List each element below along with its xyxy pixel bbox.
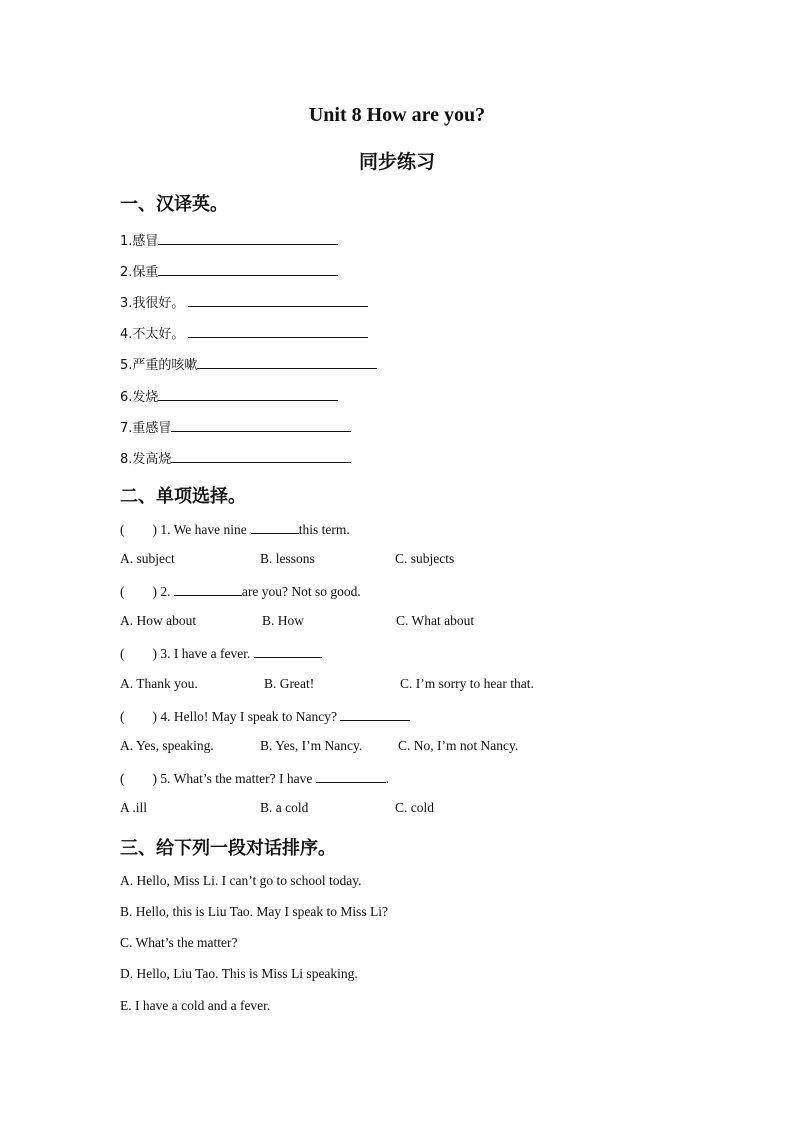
translation-item: 1.感冒 — [120, 230, 338, 249]
answer-blank[interactable] — [188, 293, 368, 307]
answer-blank[interactable] — [340, 707, 410, 721]
answer-blank[interactable] — [171, 418, 351, 432]
dialogue-line: A. Hello, Miss Li. I can’t go to school today. — [120, 873, 362, 888]
option-b[interactable]: B. lessons — [260, 551, 315, 566]
option-c[interactable]: C. No, I’m not Nancy. — [398, 738, 519, 753]
dialogue-line: D. Hello, Liu Tao. This is Miss Li speaking. — [120, 966, 358, 981]
dialogue-line: C. What’s the matter? — [120, 935, 238, 950]
page-subtitle: 同步练习 — [358, 151, 435, 173]
option-b[interactable]: B. a cold — [260, 800, 309, 815]
section-3-heading: 三、给下列一段对话排序。 — [120, 838, 336, 859]
option-a[interactable]: A. subject — [120, 551, 175, 566]
dialogue-line: B. Hello, this is Liu Tao. May I speak to Miss Li? — [120, 904, 389, 919]
option-a[interactable]: A. How about — [120, 613, 197, 628]
option-b[interactable]: B. Yes, I’m Nancy. — [260, 738, 363, 753]
answer-blank[interactable] — [188, 324, 368, 338]
answer-blank[interactable] — [158, 387, 338, 401]
option-c[interactable]: C. What about — [396, 613, 475, 628]
translation-item: 3.我很好。 — [120, 292, 368, 311]
answer-blank[interactable] — [251, 520, 299, 534]
option-b[interactable]: B. Great! — [264, 676, 315, 691]
answer-blank[interactable] — [254, 644, 322, 658]
question-2: ( ) 2. are you? Not so good. — [120, 584, 361, 599]
translation-item: 8.发高烧 — [120, 448, 351, 467]
answer-blank[interactable] — [316, 769, 386, 783]
translation-item: 7.重感冒 — [120, 417, 351, 436]
translation-item: 6.发烧 — [120, 386, 338, 405]
option-a[interactable]: A .ill — [120, 800, 148, 815]
option-a[interactable]: A. Thank you. — [120, 676, 198, 691]
option-c[interactable]: C. subjects — [395, 551, 455, 566]
answer-blank[interactable] — [171, 449, 351, 463]
translation-item: 4.不太好。 — [120, 323, 368, 342]
question-5: ( ) 5. What’s the matter? I have . — [120, 771, 390, 786]
section-2-heading: 二、单项选择。 — [120, 486, 246, 507]
answer-blank[interactable] — [158, 262, 338, 276]
option-a[interactable]: A. Yes, speaking. — [120, 738, 214, 753]
answer-blank[interactable] — [197, 355, 377, 369]
answer-blank[interactable] — [174, 582, 242, 596]
section-1-heading: 一、汉译英。 — [120, 194, 228, 215]
translation-item: 5.严重的咳嗽 — [120, 354, 377, 373]
translation-item: 2.保重 — [120, 261, 338, 280]
answer-blank[interactable] — [158, 231, 338, 245]
option-b[interactable]: B. How — [262, 613, 305, 628]
dialogue-line: E. I have a cold and a fever. — [120, 998, 271, 1013]
option-c[interactable]: C. I’m sorry to hear that. — [400, 676, 534, 691]
question-3: ( ) 3. I have a fever. — [120, 644, 322, 662]
option-c[interactable]: C. cold — [395, 800, 434, 815]
question-1: ( ) 1. We have nine this term. — [120, 522, 350, 537]
question-4: ( ) 4. Hello! May I speak to Nancy? — [120, 707, 410, 725]
page-title: Unit 8 How are you? — [308, 104, 486, 126]
